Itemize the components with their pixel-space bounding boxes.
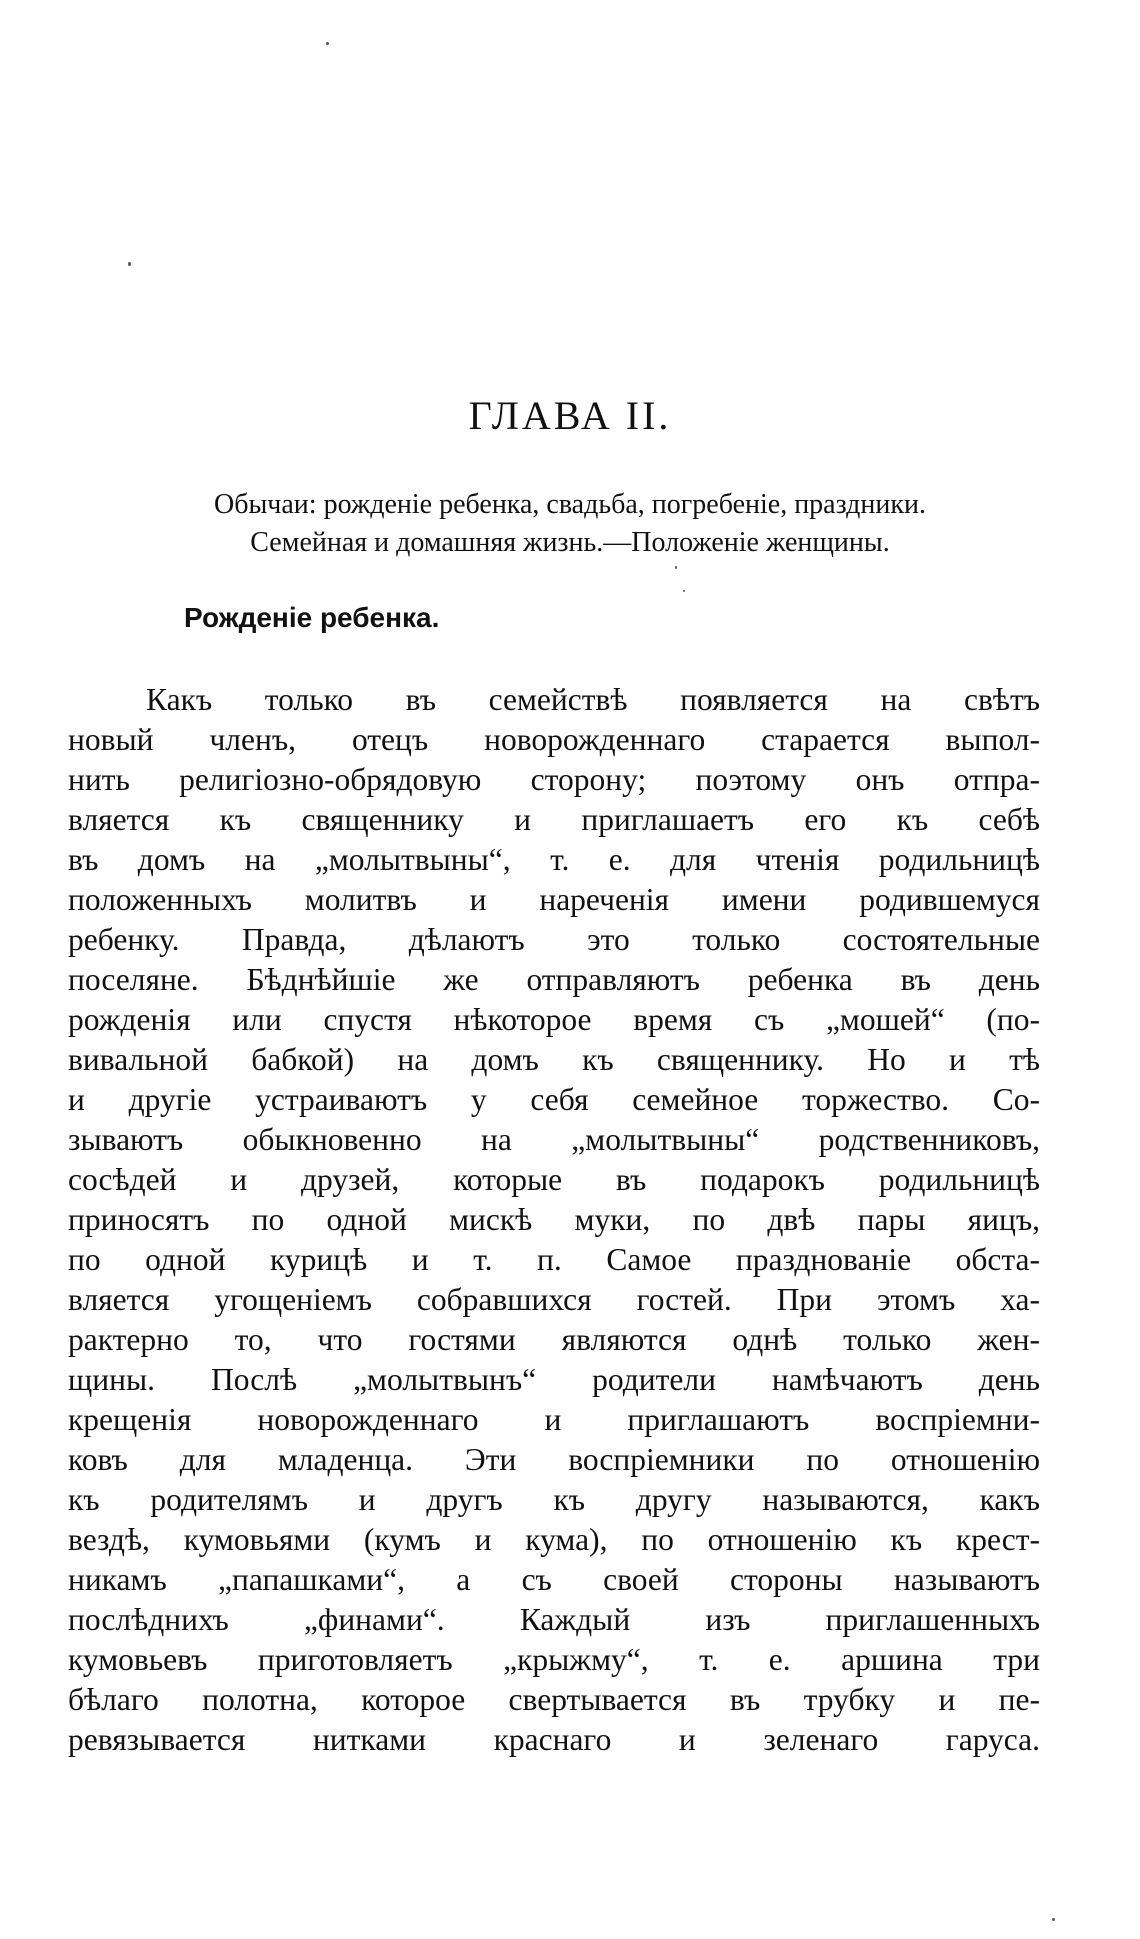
text-line: поселяне. Бѣднѣйшіе же отправляютъ ребенка въ день	[68, 962, 1040, 997]
summary-line: Обычаи: рожденіе ребенка, свадьба, погребеніе, праздники.	[214, 489, 926, 520]
text-line: вездѣ, кумовьями (кумъ и кума), по отношенію къ крест-	[68, 1522, 1040, 1557]
text-line: щины. Послѣ „молытвынъ“ родители намѣчаютъ день	[68, 1362, 1040, 1397]
text-line: рожденія или спустя нѣкоторое время съ „мошей“ (по-	[68, 1002, 1040, 1037]
text-line: никамъ „папашками“, а съ своей стороны называютъ	[68, 1562, 1040, 1597]
text-line: въ домъ на „молытвыны“, т. е. для чтенія родильницѣ	[68, 842, 1040, 877]
text-line: и другіе устраиваютъ у себя семейное торжество. Со-	[68, 1082, 1040, 1117]
text-line: новый членъ, отецъ новорожденнаго старается выпол-	[68, 722, 1040, 757]
text-line: вивальной бабкой) на домъ къ священнику. Но и тѣ	[68, 1042, 1040, 1077]
text-line: сосѣдей и друзей, которые въ подарокъ родильницѣ	[68, 1162, 1040, 1197]
scan-speck	[683, 590, 685, 592]
text-line: ребенку. Правда, дѣлаютъ это только состоятельные	[68, 922, 1040, 957]
chapter-summary	[60, 486, 1080, 562]
text-line: зываютъ обыкновенно на „молытвыны“ родственниковъ,	[68, 1122, 1040, 1157]
scan-speck	[1052, 1918, 1055, 1921]
text-line: рактерно то, что гостями являются однѣ только жен-	[68, 1322, 1040, 1357]
text-line: къ родителямъ и другъ къ другу называются, какъ	[68, 1482, 1040, 1517]
scan-speck	[326, 42, 329, 45]
section-heading: Рожденіе ребенка.	[184, 602, 440, 633]
text-line: положенныхъ молитвъ и нареченія имени родившемуся	[68, 882, 1040, 917]
text-line: ревязывается нитками краснаго и зеленаго гаруса.	[68, 1722, 1040, 1757]
text-line: нить религіозно-обрядовую сторону; поэтому онъ отпра-	[68, 762, 1040, 797]
text-line: ковъ для младенца. Эти воспріемники по отношенію	[68, 1442, 1040, 1477]
body-text	[68, 680, 1040, 1760]
text-line: приносятъ по одной мискѣ муки, по двѣ пары яицъ,	[68, 1202, 1040, 1237]
text-line: вляется угощеніемъ собравшихся гостей. При этомъ ха-	[68, 1282, 1040, 1317]
text-line: Какъ только въ семействѣ появляется на свѣтъ	[146, 682, 1040, 717]
scan-speck	[675, 566, 677, 569]
text-line: послѣднихъ „финами“. Каждый изъ приглашенныхъ	[68, 1602, 1040, 1637]
summary-line: Семейная и домашняя жизнь.—Положеніе женщины.	[250, 527, 890, 558]
text-line: бѣлаго полотна, которое свертывается въ трубку и пе-	[68, 1682, 1040, 1717]
chapter-title: ГЛАВА II.	[468, 393, 672, 438]
text-line: по одной курицѣ и т. п. Самое празднованіе обста-	[68, 1242, 1040, 1277]
text-line: вляется къ священнику и приглашаетъ его къ себѣ	[68, 802, 1040, 837]
text-line: кумовьевъ приготовляетъ „крыжму“, т. е. аршина три	[68, 1642, 1040, 1677]
scan-speck	[128, 262, 131, 266]
text-line: крещенія новорожденнаго и приглашаютъ воспріемни-	[68, 1402, 1040, 1437]
